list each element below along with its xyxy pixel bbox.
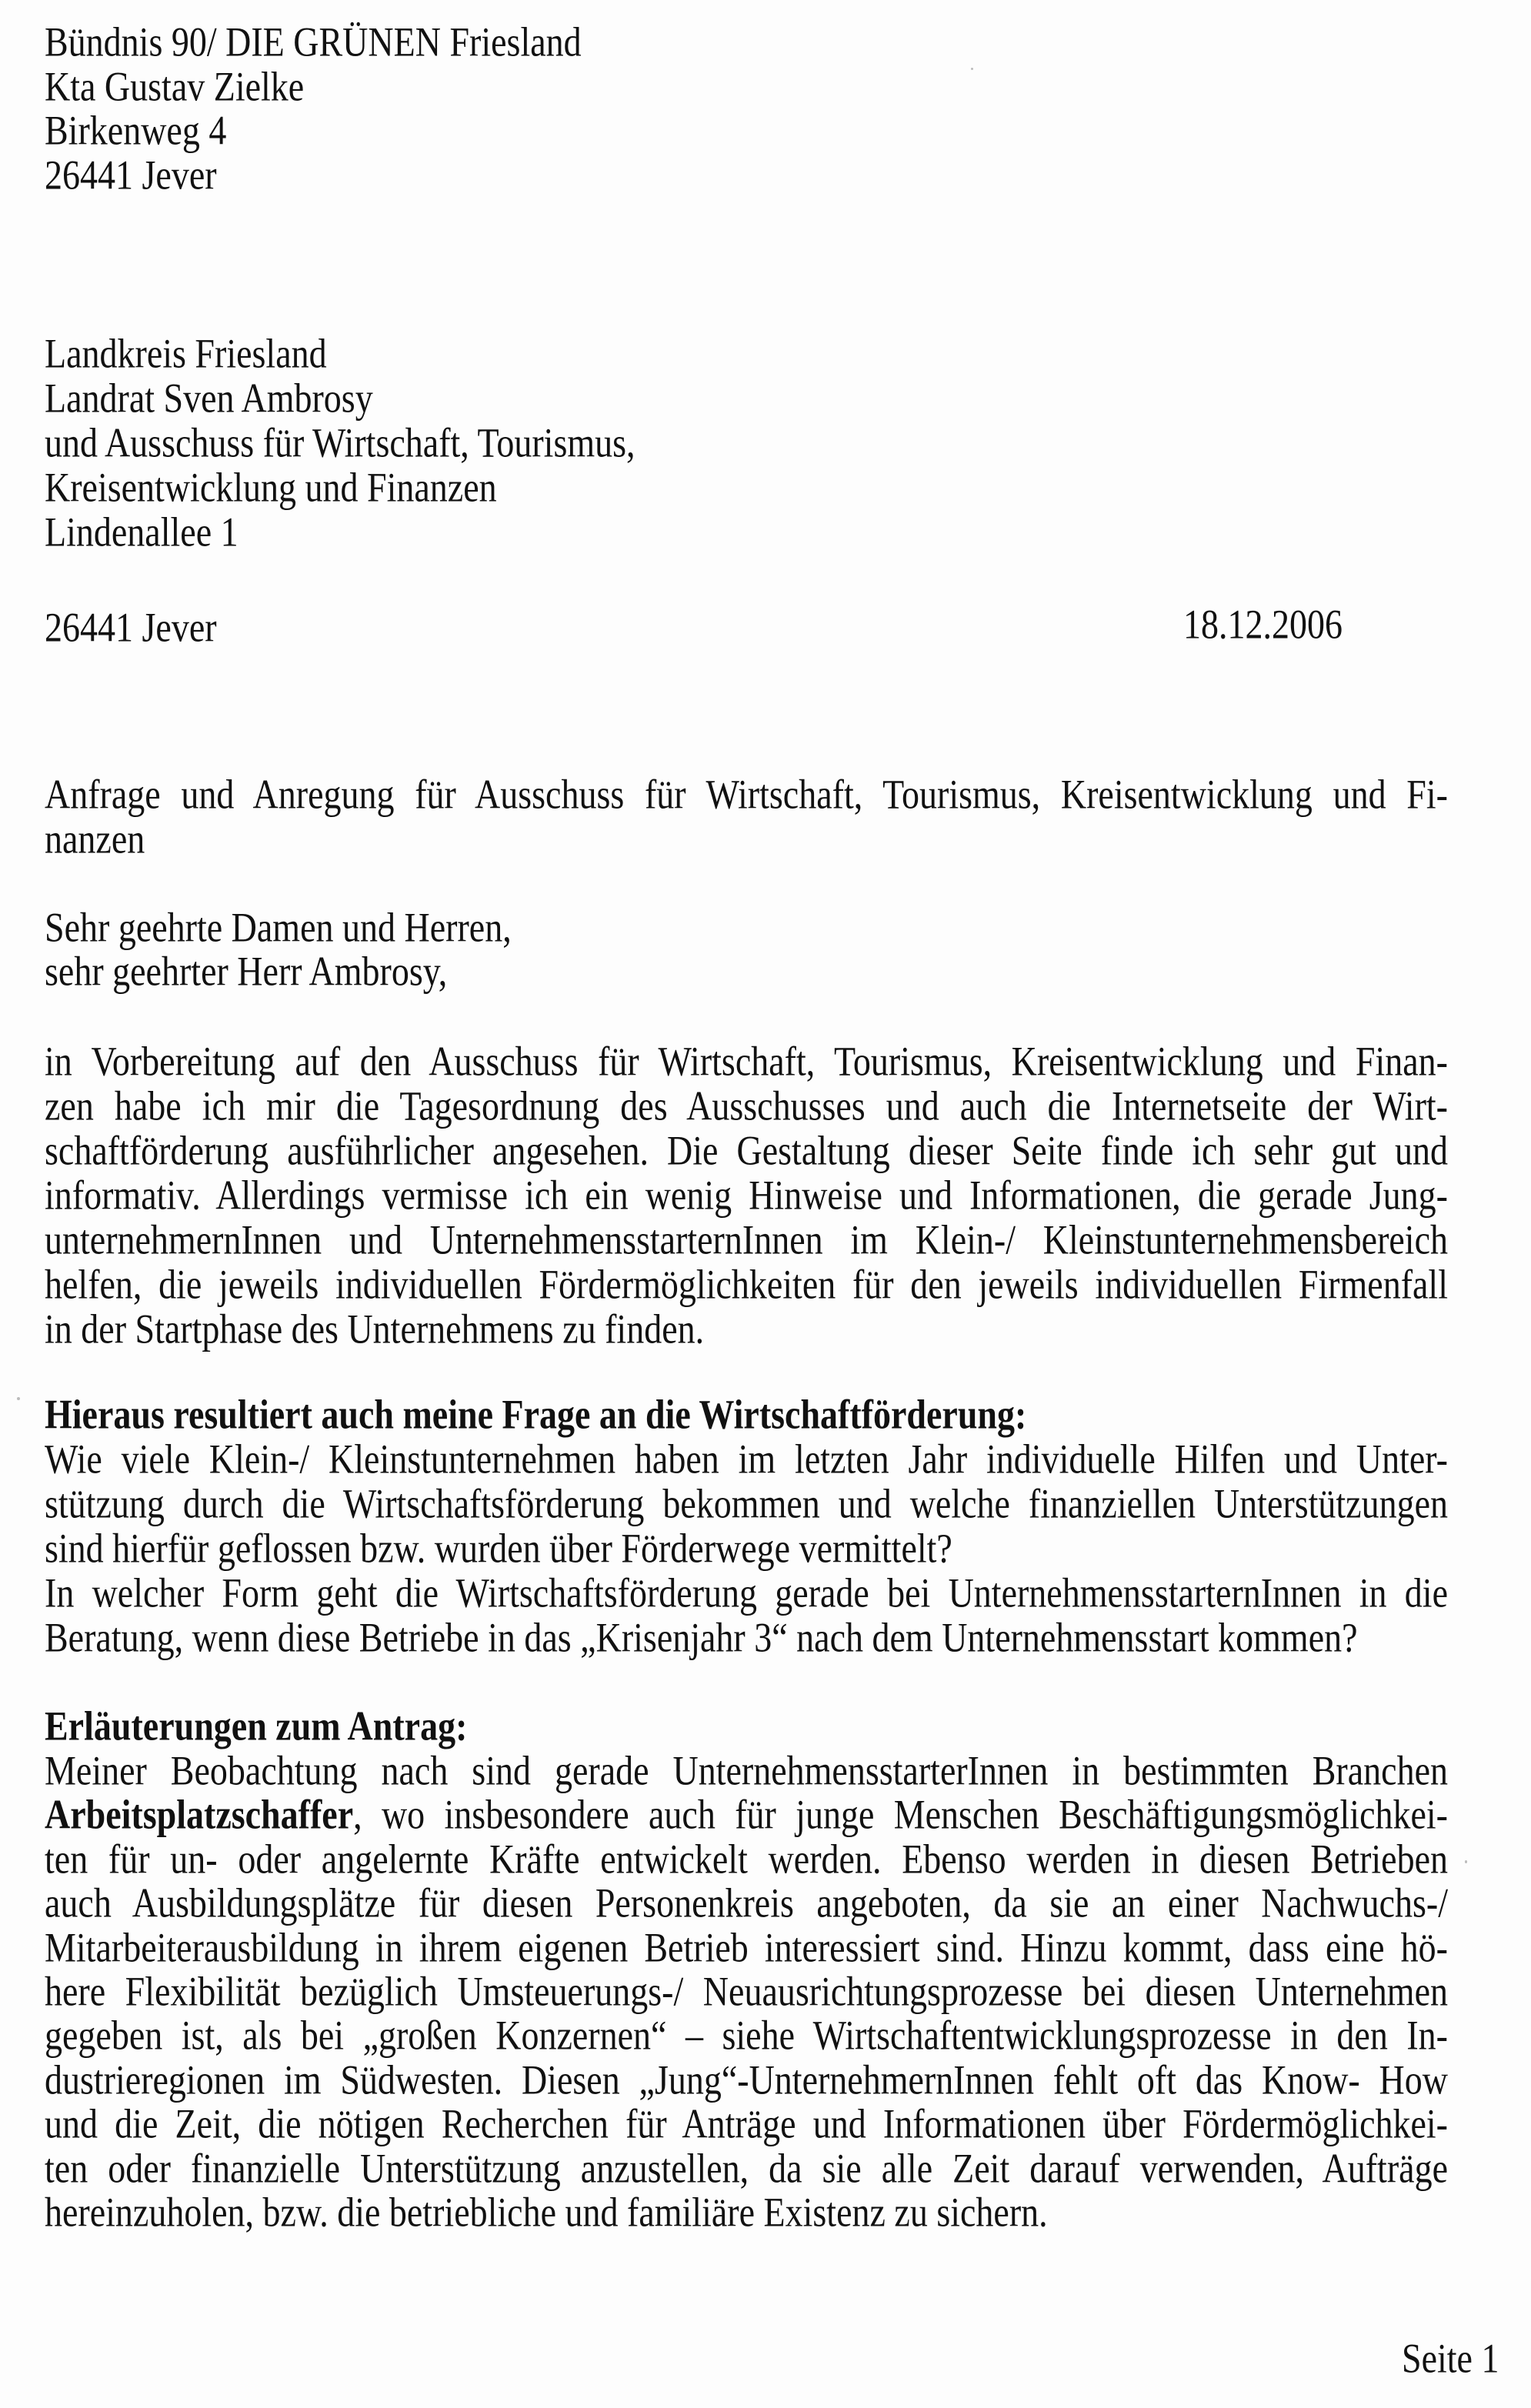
recipient-line: Kreisentwicklung und Finanzen	[45, 464, 497, 511]
paragraph-line: in der Startphase des Unternehmens zu finden.	[45, 1306, 705, 1352]
paragraph-line: ten oder finanzielle Unterstützung anzustellen, da sie alle Zeit darauf verwenden, Aufträge	[45, 2145, 1448, 2192]
paragraph-line: ten für un- oder angelernte Kräfte entwickelt werden. Ebenso werden in diesen Betrieben	[45, 1836, 1448, 1883]
recipient-line: Lindenallee 1	[45, 509, 238, 555]
emphasis-text: Arbeitsplatzschaffer	[45, 1791, 354, 1838]
paragraph-line: Mitarbeiterausbildung in ihrem eigenen Betrieb interessiert sind. Hinzu kommt, dass eine hö-	[45, 1924, 1448, 1971]
section-heading: Erläuterungen zum Antrag:	[45, 1703, 468, 1749]
paragraph-line: dustrieregionen im Südwesten. Diesen „Jung“-UnternehmernInnen fehlt oft das Know- How	[45, 2056, 1448, 2103]
sender-line: 26441 Jever	[45, 152, 217, 198]
paragraph-line: in Vorbereitung auf den Ausschuss für Wirtschaft, Tourismus, Kreisentwicklung und Finan-	[45, 1038, 1448, 1085]
paragraph-line: Wie viele Klein-/ Kleinstunternehmen haben im letzten Jahr individuelle Hilfen und Unter-	[45, 1436, 1448, 1482]
sender-line: Kta Gustav Zielke	[45, 63, 305, 110]
paragraph-line: schaftförderung ausführlicher angesehen. Die Gestaltung dieser Seite finde ich sehr gut und	[45, 1127, 1448, 1174]
paragraph-line: informativ. Allerdings vermisse ich ein wenig Hinweise und Informationen, die gerade Jung-	[45, 1172, 1448, 1219]
sender-line: Birkenweg 4	[45, 107, 227, 154]
paragraph-line: helfen, die jeweils individuellen Fördermöglichkeiten für den jeweils individuellen Firmenfall	[45, 1261, 1448, 1308]
salutation-line: sehr geehrter Herr Ambrosy,	[45, 948, 448, 995]
scan-speck	[17, 1397, 20, 1400]
paragraph-text: , wo insbesondere auch für junge Menschen Beschäftigungsmöglichkei-	[353, 1791, 1448, 1838]
letter-date: 18.12.2006	[1183, 601, 1343, 648]
sender-line: Bündnis 90/ DIE GRÜNEN Friesland	[45, 18, 582, 65]
subject-line: Anfrage und Anregung für Ausschuss für Wirtschaft, Tourismus, Kreisentwicklung und Fi-	[45, 771, 1448, 818]
recipient-line: Landkreis Friesland	[45, 330, 327, 377]
paragraph-line: here Flexibilität bezüglich Umsteuerungs-/ Neuausrichtungsprozesse bei diesen Unternehmen	[45, 1968, 1448, 2015]
paragraph-line: und die Zeit, die nötigen Recherchen für Anträge und Informationen über Fördermöglichkei-	[45, 2100, 1448, 2147]
paragraph-line: stützung durch die Wirtschaftsförderung bekommen und welche finanziellen Unterstützungen	[45, 1480, 1448, 1527]
paragraph-line: In welcher Form geht die Wirtschaftsförderung gerade bei UnternehmensstarternInnen in die	[45, 1569, 1448, 1616]
recipient-city: 26441 Jever	[45, 604, 217, 651]
paragraph-line: Meiner Beobachtung nach sind gerade UnternehmensstarterInnen in bestimmten Branchen	[45, 1747, 1448, 1794]
paragraph-line: hereinzuholen, bzw. die betriebliche und familiäre Existenz zu sichern.	[45, 2189, 1048, 2236]
paragraph-line: zen habe ich mir die Tagesordnung des Ausschusses und auch die Internetseite der Wirt-	[45, 1082, 1448, 1129]
recipient-line: und Ausschuss für Wirtschaft, Tourismus,	[45, 419, 635, 466]
scan-speck	[971, 68, 973, 70]
scan-speck	[1465, 1860, 1467, 1863]
paragraph-line: auch Ausbildungsplätze für diesen Personenkreis angeboten, da sie an einer Nachwuchs-/	[45, 1879, 1448, 1926]
paragraph-line: sind hierfür geflossen bzw. wurden über Förderwege vermittelt?	[45, 1525, 952, 1572]
page-number: Seite 1	[1402, 2335, 1499, 2382]
section-heading: Hieraus resultiert auch meine Frage an die Wirtschaftförderung:	[45, 1391, 1027, 1438]
paragraph-line: unternehmernInnen und UnternehmensstarternInnen im Klein-/ Kleinstunternehmensbereich	[45, 1216, 1448, 1263]
paragraph-line: Beratung, wenn diese Betriebe in das „Krisenjahr 3“ nach dem Unternehmensstart kommen?	[45, 1614, 1358, 1661]
paragraph-line: gegeben ist, als bei „großen Konzernen“ – siehe Wirtschaftentwicklungsprozesse in den In-	[45, 2012, 1448, 2059]
subject-line: nanzen	[45, 815, 145, 862]
recipient-line: Landrat Sven Ambrosy	[45, 375, 373, 422]
salutation-line: Sehr geehrte Damen und Herren,	[45, 904, 512, 951]
